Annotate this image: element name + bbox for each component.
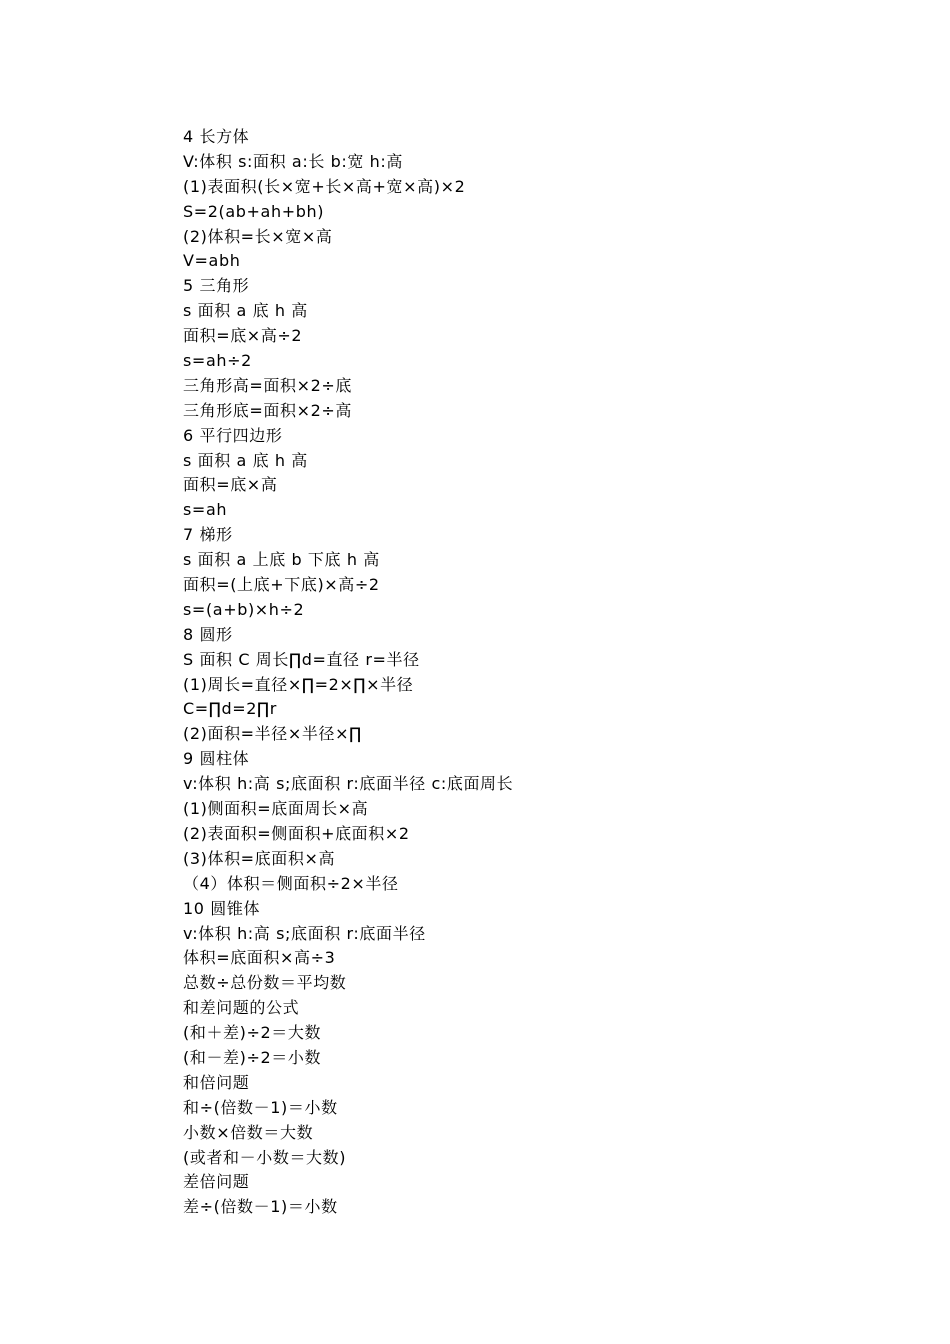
text-line: 体积=底面积×高÷3 [183,948,336,968]
section-heading-trapezoid: 7 梯形 [183,525,233,545]
formula-line: V=abh [183,251,241,271]
text-line: 面积=底×高÷2 [183,326,303,346]
formula-line: C=∏d=2∏r [183,699,277,719]
text-line: (和＋差)÷2＝大数 [183,1023,322,1043]
section-heading-sum-multiple: 和倍问题 [183,1072,250,1092]
text-line: V:体积 s:面积 a:长 b:宽 h:高 [183,151,403,171]
formula-line: S=2(ab+ah+bh) [183,201,325,221]
section-heading-circle: 8 圆形 [183,624,233,644]
text-line: (或者和－小数＝大数) [183,1147,347,1167]
text-line: (1)表面积(长×宽+长×高+宽×高)×2 [183,176,466,196]
text-line: 面积=(上底+下底)×高÷2 [183,575,380,595]
section-heading-difference-multiple: 差倍问题 [183,1172,250,1192]
text-line: (2)表面积=侧面积+底面积×2 [183,823,410,843]
text-line: v:体积 h:高 s;底面积 r:底面半径 c:底面周长 [183,774,514,794]
formula-line: s=ah÷2 [183,351,252,371]
text-line: 三角形高=面积×2÷底 [183,375,352,395]
formula-line: s=ah [183,500,228,520]
text-line: 三角形底=面积×2÷高 [183,400,352,420]
section-heading-cone: 10 圆锥体 [183,898,261,918]
text-line: s 面积 a 上底 b 下底 h 高 [183,550,380,570]
text-line: (3)体积=底面积×高 [183,848,336,868]
section-heading-sum-difference: 和差问题的公式 [183,998,300,1018]
text-line: s 面积 a 底 h 高 [183,301,308,321]
text-line: 差÷(倍数－1)＝小数 [183,1197,338,1217]
text-line: s 面积 a 底 h 高 [183,450,308,470]
formula-line: s=(a+b)×h÷2 [183,599,305,619]
text-line: v:体积 h:高 s;底面积 r:底面半径 [183,923,426,943]
text-line: （4）体积＝侧面积÷2×半径 [183,873,399,893]
text-line: S 面积 C 周长∏d=直径 r=半径 [183,649,420,669]
section-heading-parallelogram: 6 平行四边形 [183,425,283,445]
section-heading-cylinder: 9 圆柱体 [183,749,250,769]
text-line: (和－差)÷2＝小数 [183,1047,322,1067]
text-line: (1)侧面积=底面周长×高 [183,799,369,819]
section-heading-cuboid: 4 长方体 [183,127,250,146]
document-body [183,125,883,1220]
text-line: 小数×倍数＝大数 [183,1122,314,1142]
text-line: 和÷(倍数－1)＝小数 [183,1097,338,1117]
text-line: (1)周长=直径×∏=2×∏×半径 [183,674,414,694]
text-line: 总数÷总份数＝平均数 [183,973,347,993]
section-heading-triangle: 5 三角形 [183,276,250,296]
text-line: (2)体积=长×宽×高 [183,226,333,246]
text-line: 面积=底×高 [183,475,278,495]
text-line: (2)面积=半径×半径×∏ [183,724,362,744]
